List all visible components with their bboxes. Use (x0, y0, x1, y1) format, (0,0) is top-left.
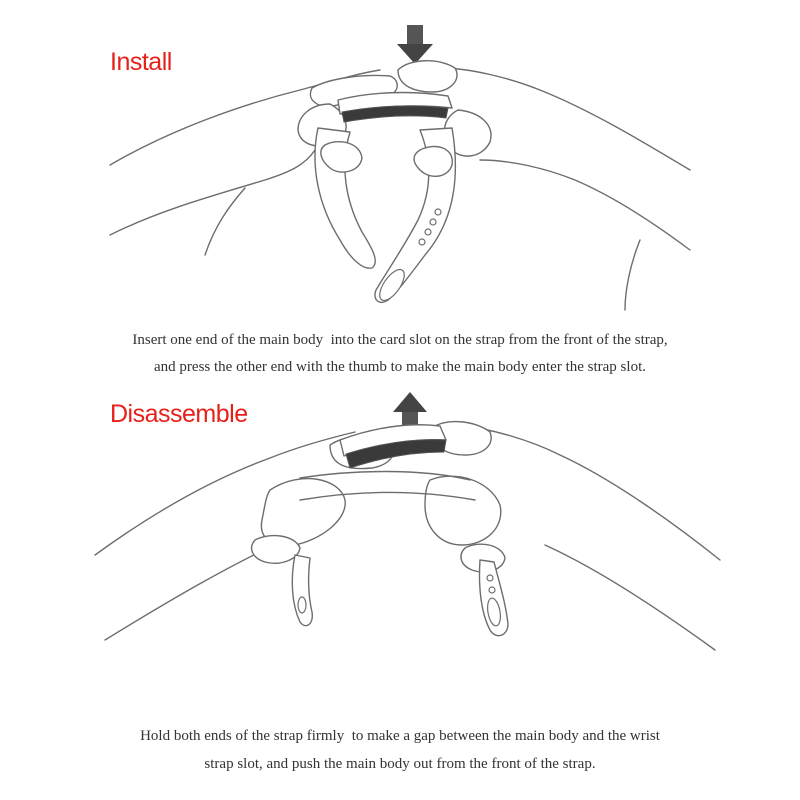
install-heading: Install (110, 48, 172, 76)
disassemble-illustration (0, 390, 800, 720)
disassemble-heading: Disassemble (110, 400, 248, 428)
arrow-down-icon (397, 25, 433, 64)
install-illustration (0, 0, 800, 330)
install-caption-line2: and press the other end with the thumb to make the main body enter the strap slot. (154, 359, 646, 375)
disassemble-caption-line2: strap slot, and push the main body out from the front of the strap. (204, 756, 596, 772)
disassemble-caption-line1: Hold both ends of the strap firmly to make a gap between the main body and the wrist (140, 728, 660, 744)
install-caption-line1: Insert one end of the main body into the card slot on the strap from the front of the strap, (132, 332, 668, 348)
